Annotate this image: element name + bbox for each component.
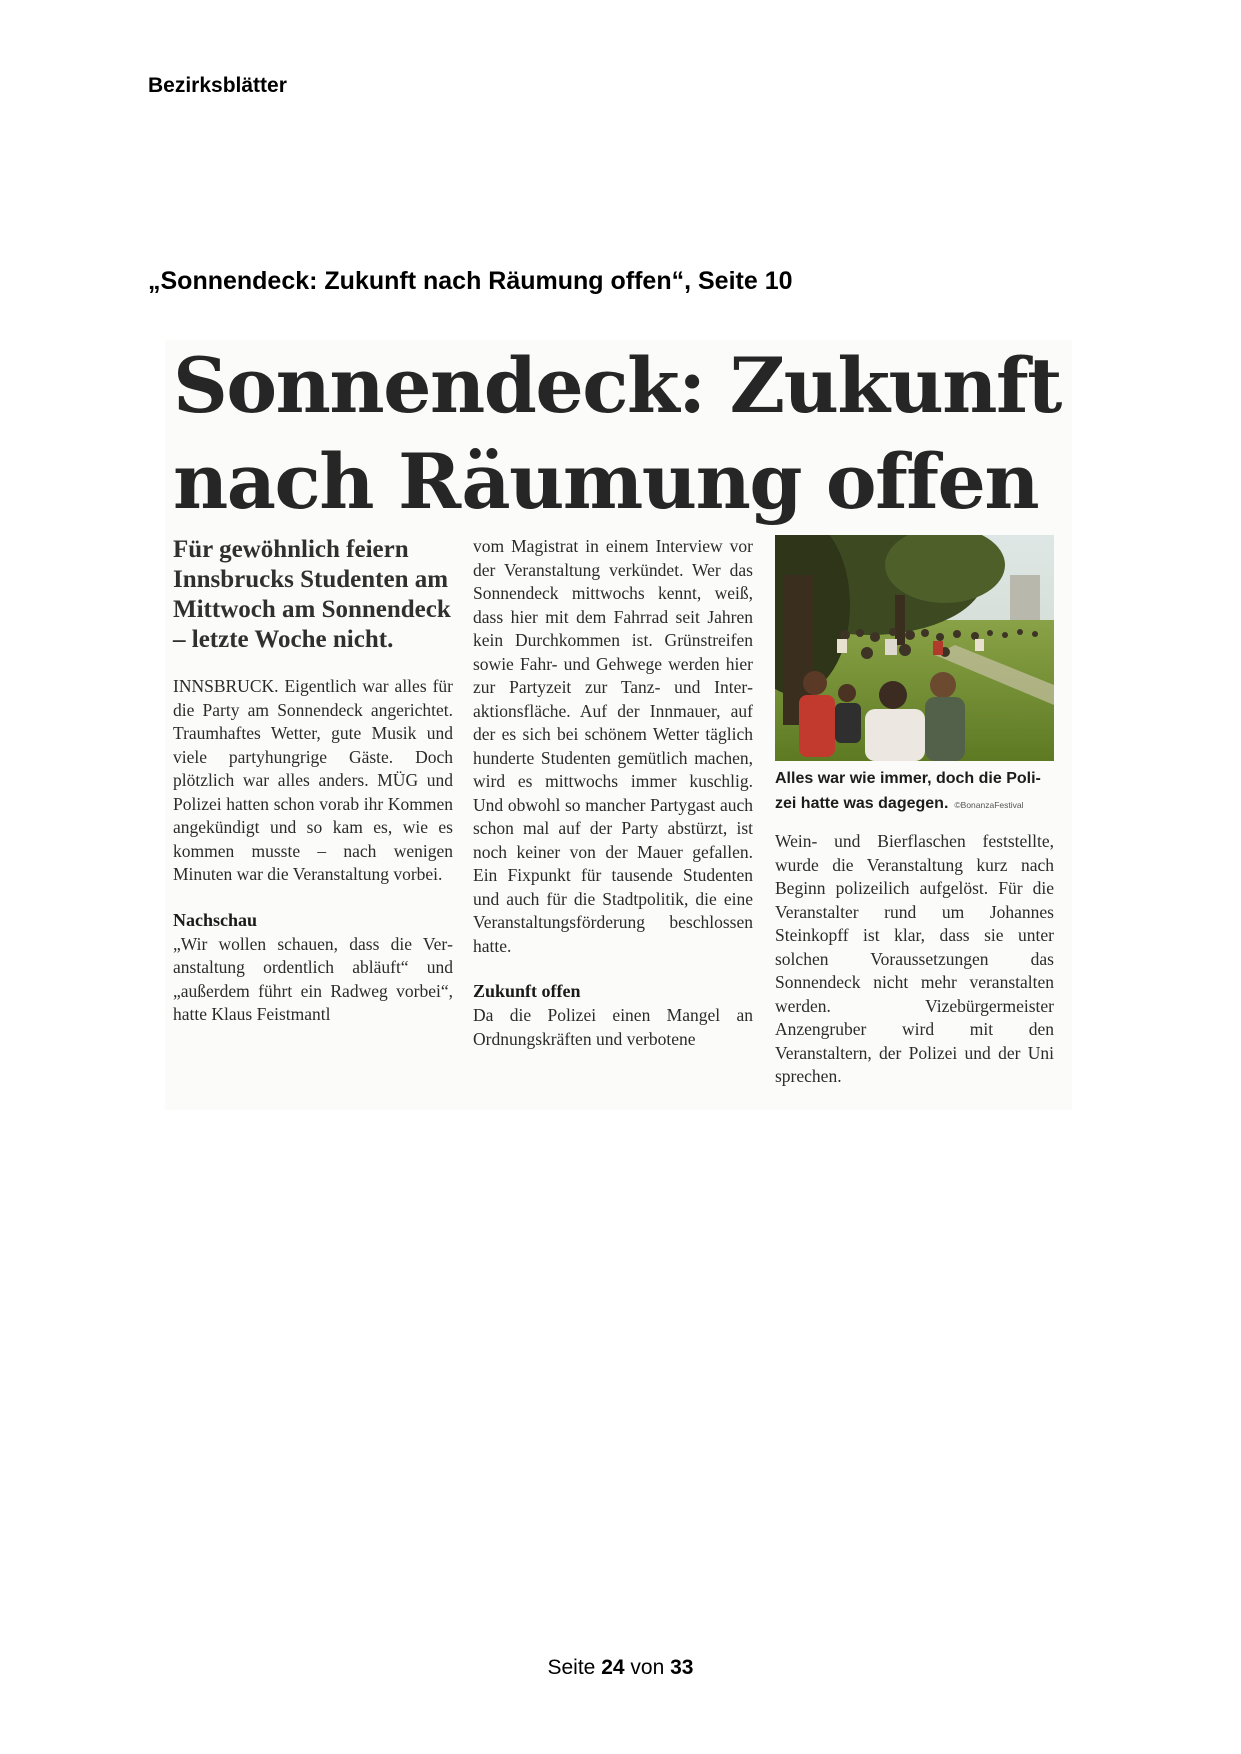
- article-reference: „Sonnendeck: Zukunft nach Räumung offen“, Seite 10: [148, 267, 793, 295]
- body-paragraph: „Wir wollen schauen, dass die Veranstaltung ordentlich abläuft“ und „außerdem führt ein Radweg vorbei“, hatte Klaus Feistmantl: [173, 933, 453, 1024]
- footer-prefix: Seite: [547, 1656, 596, 1679]
- subheading: Zukunft offen: [473, 981, 581, 1001]
- photo-credit: ©BonanzaFestival: [954, 800, 1024, 810]
- party-crowd-photo: [775, 535, 1054, 761]
- total-page-count: 33: [670, 1656, 694, 1679]
- headline-line-1: Sonnendeck: Zukunft: [173, 341, 1061, 430]
- footer-middle: von: [630, 1656, 665, 1679]
- article-photo: [775, 535, 1054, 761]
- newspaper-clipping: [165, 340, 1072, 1110]
- article-headline: [173, 338, 1068, 530]
- headline-line-2: nach Räumung offen: [173, 437, 1039, 526]
- body-paragraph: vom Magistrat in einem Interview vor der Veranstaltung verkündet. Wer das Sonnendeck mittwochs kennt, weiß, dass hier mit dem Fahrrad seit Jahren kein Durchkommen ist. Grünstreifen sowie Fahr- und Gehwege werden hier zur Partyzeit zur Tanz- und Interaktionsfläche. Auf der Innmauer, auf der es sich bei schönem Wetter täglich hunderte Studenten gemütlich machen, wird es mittwochs immer kuschlig. Und obwohl so mancher Partygast auch schon mal auf der Party abstürzt, ist noch keiner von der Mauer gefallen. Ein Fixpunkt für tausende Studenten und auch für die Stadtpolitik, die eine Veranstaltungsförderung beschlossen hatte.: [473, 536, 753, 956]
- current-page-number: 24: [601, 1656, 625, 1679]
- source-title: Bezirksblätter: [148, 74, 287, 97]
- column-2: [473, 535, 753, 1051]
- body-paragraph: INNSBRUCK. Eigentlich war alles für die Party am Sonnendeck angerichtet. Traumhaftes Wetter, gute Musik und viele partyhungrige Gäste. Doch plötzlich war alles anders. MÜG und Polizei hatten schon vorab ihr Kommen angekündigt und so kam es, wie es kommen musste – nach wenigen Minuten war die Veranstaltung vorbei.: [173, 676, 453, 884]
- article-lead: Für gewöhnlich feiern Innsbrucks Studenten am Mittwoch am Sonnendeck – letzte Woche nicht.: [173, 536, 451, 653]
- column-1: [173, 535, 453, 1027]
- column-3: [775, 535, 1054, 1089]
- caption-text: Alles war wie immer, doch die Polizei hatte was dagegen.: [775, 770, 1041, 812]
- photo-caption: [775, 766, 1054, 816]
- body-paragraph: Da die Polizei einen Mangel an Ordnungskräften und verbotene: [473, 1005, 753, 1049]
- subheading: Nachschau: [173, 909, 258, 930]
- body-paragraph: Wein- und Bierflaschen feststellte, wurde die Veranstaltung kurz nach Beginn polizeilich aufgelöst. Für die Veranstalter rund um Johannes Steinkopff ist klar, dass sie unter solchen Voraussetzungen das Sonnendeck nicht mehr veranstalten werden. Vizebürgermeister Anzengruber wird mit den Veranstaltern, der Polizei und der Uni sprechen.: [775, 831, 1054, 1086]
- page-footer: [0, 1656, 1241, 1680]
